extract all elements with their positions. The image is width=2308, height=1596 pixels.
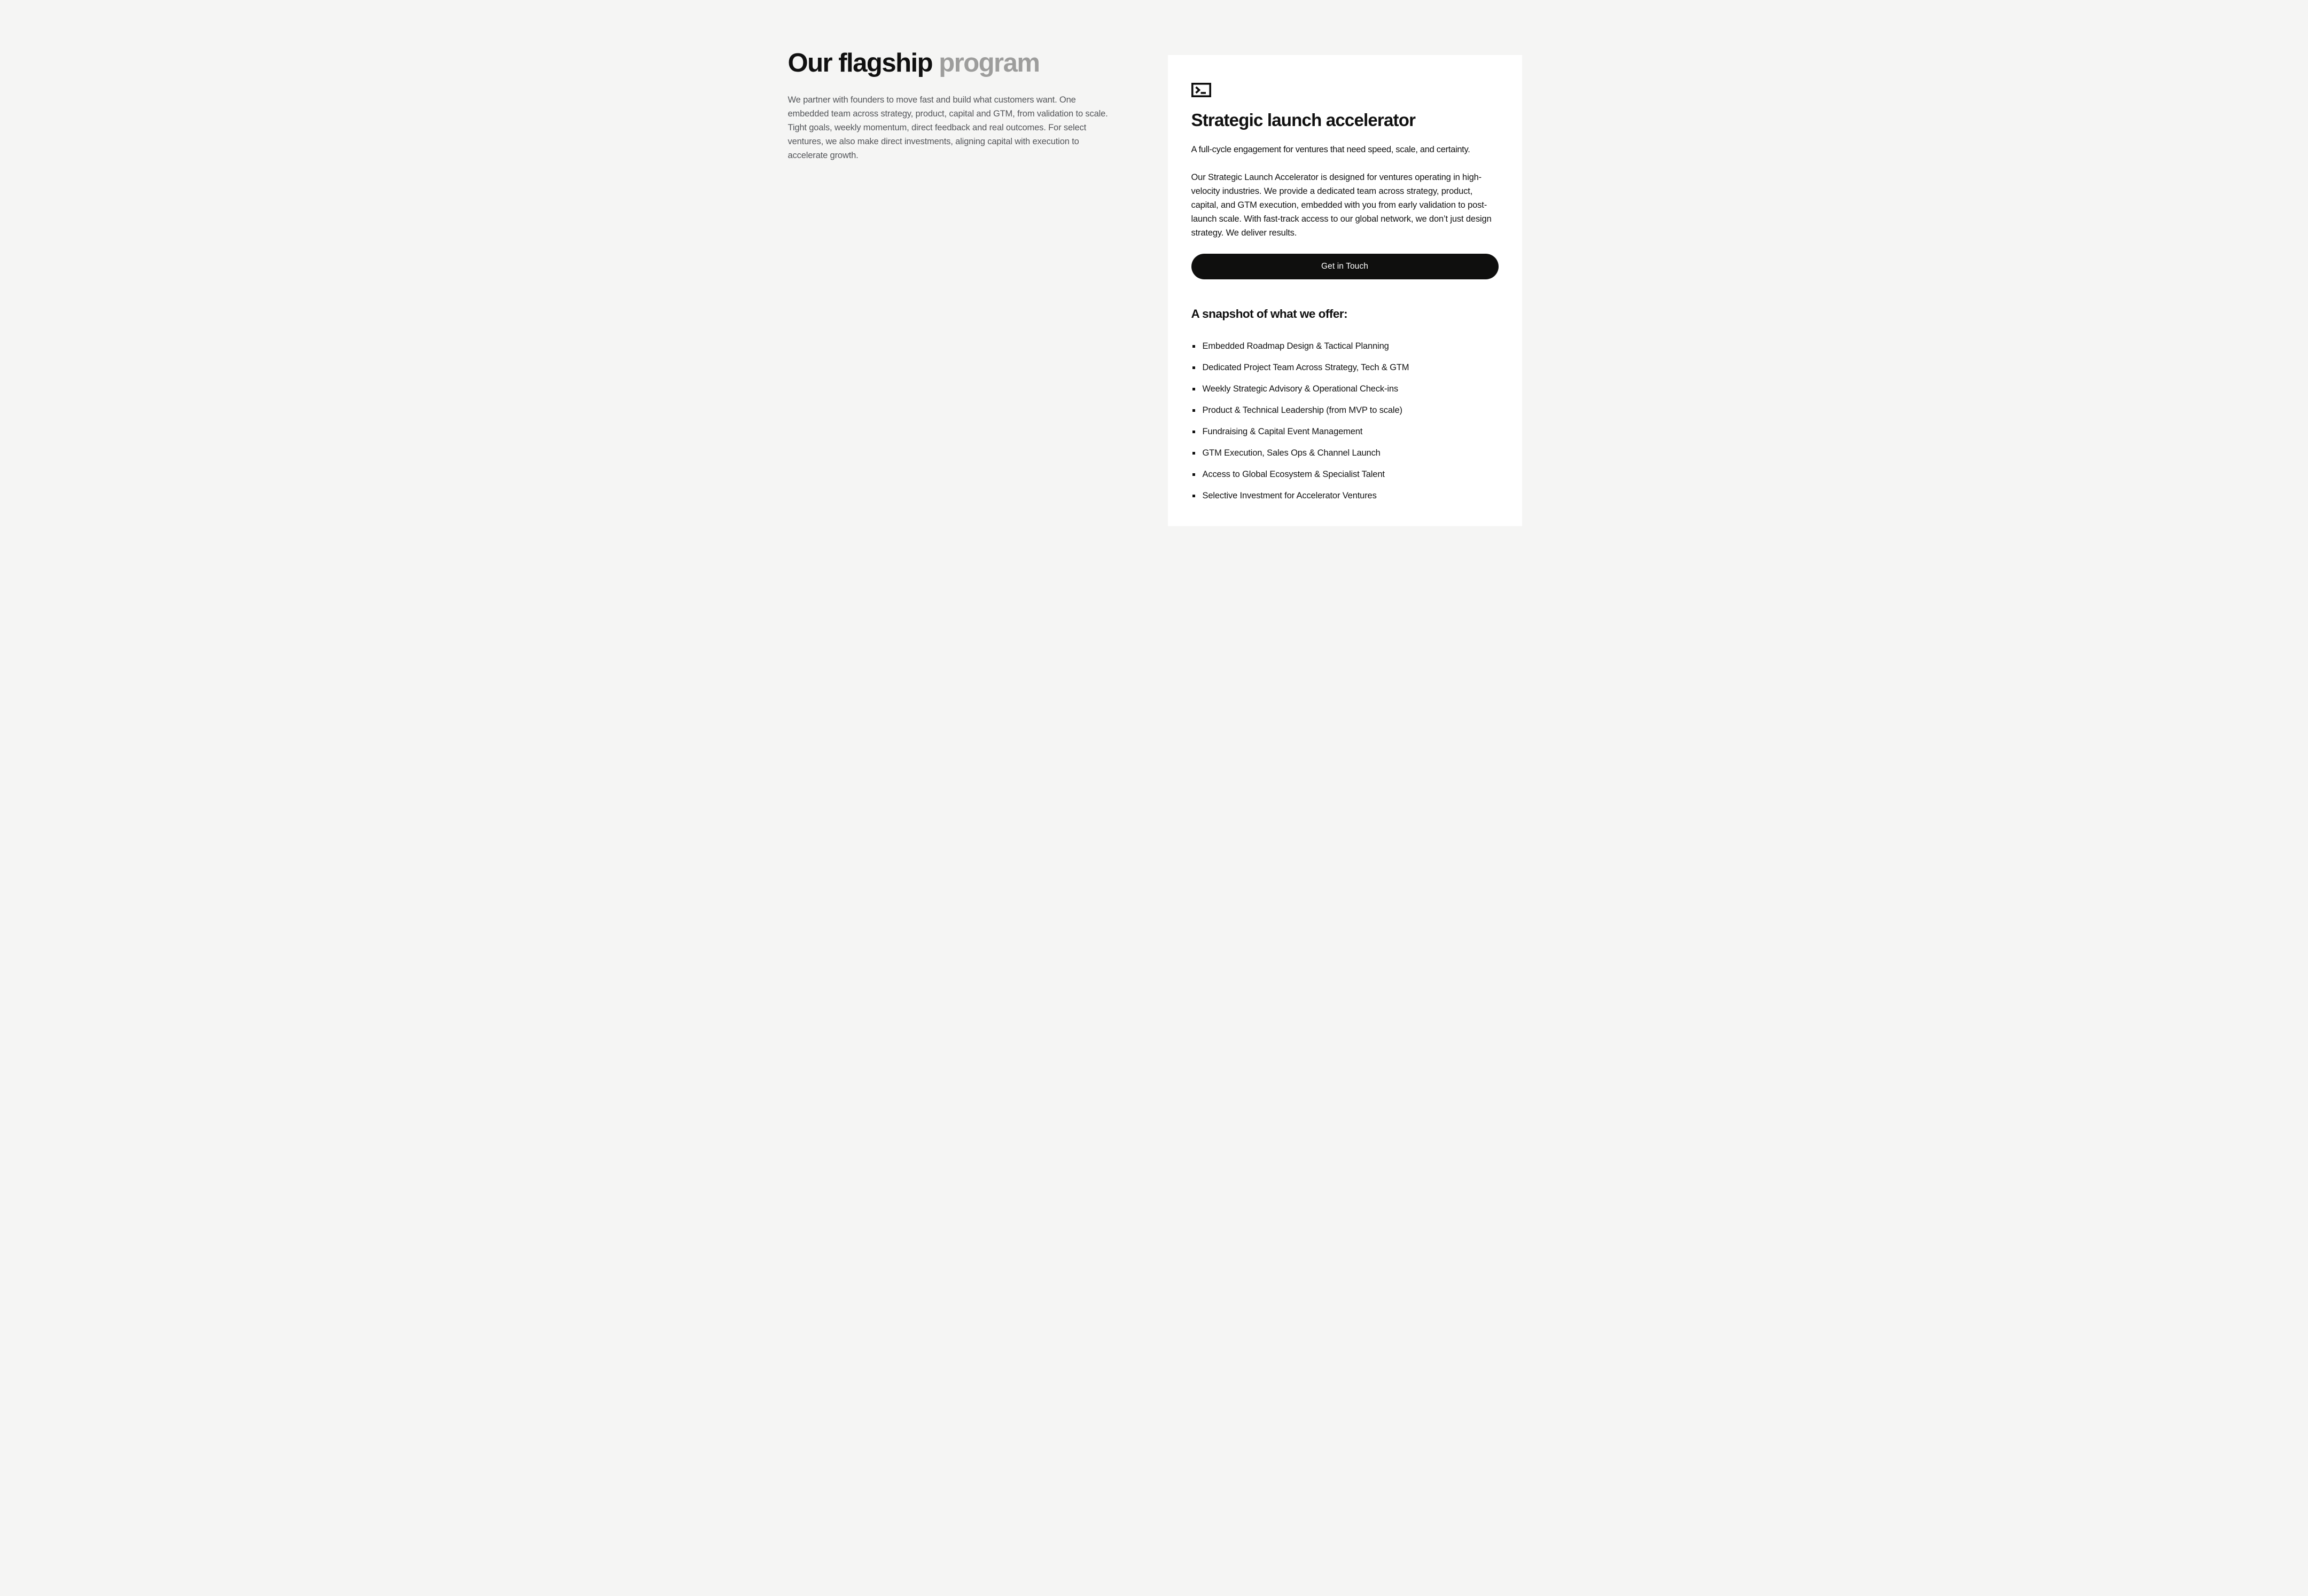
square-bullet-icon (1192, 388, 1195, 390)
square-bullet-icon (1192, 366, 1195, 369)
card-subtitle: A full-cycle engagement for ventures that need speed, scale, and certainty. (1191, 144, 1470, 154)
offer-label: Selective Investment for Accelerator Ventures (1202, 490, 1377, 500)
offer-label: Dedicated Project Team Across Strategy, Tech & GTM (1202, 362, 1409, 372)
card-description: Our Strategic Launch Accelerator is designed for ventures operating in high-velocity industries. We provide a dedicated team across strategy, product, capital, and GTM execution, embedded with you from early validation to post-launch scale. With fast-track access to our global network, we don’t just design strategy. We deliver results. (1191, 172, 1492, 238)
page-title (788, 49, 1115, 77)
square-bullet-icon (1192, 431, 1195, 433)
card-title: Strategic launch accelerator (1191, 110, 1416, 130)
flagship-program-section (741, 0, 1568, 572)
square-bullet-icon (1192, 452, 1195, 455)
square-bullet-icon (1192, 345, 1195, 348)
offer-list-item (1191, 361, 1499, 374)
offer-label: Weekly Strategic Advisory & Operational Check-ins (1202, 384, 1399, 394)
accelerator-card (1168, 55, 1522, 526)
offer-list-item (1191, 382, 1499, 396)
offer-list-item (1191, 425, 1499, 439)
page-title-primary: Our flagship (787, 49, 939, 77)
offers-list (1191, 339, 1499, 503)
intro-column (788, 49, 1115, 162)
offer-label: Access to Global Ecosystem & Specialist Talent (1202, 469, 1385, 479)
offer-list-item (1191, 403, 1499, 417)
offer-label: Product & Technical Leadership (from MVP to scale) (1202, 405, 1402, 415)
offer-label: GTM Execution, Sales Ops & Channel Launch (1202, 448, 1381, 458)
offer-list-item (1191, 467, 1499, 481)
square-bullet-icon (1192, 473, 1195, 476)
square-bullet-icon (1192, 495, 1195, 497)
square-bullet-icon (1192, 409, 1195, 412)
offer-list-item (1191, 446, 1499, 460)
terminal-icon (1191, 83, 1211, 97)
offer-label: Fundraising & Capital Event Management (1202, 426, 1363, 436)
page-title-secondary: program (939, 49, 1040, 77)
offer-list-item (1191, 489, 1499, 503)
offers-heading: A snapshot of what we offer: (1191, 307, 1348, 320)
offer-label: Embedded Roadmap Design & Tactical Planning (1202, 341, 1389, 351)
offer-list-item (1191, 339, 1499, 353)
get-in-touch-button[interactable]: Get in Touch (1191, 254, 1499, 279)
intro-paragraph: We partner with founders to move fast and build what customers want. One embedded team across strategy, product, capital and GTM, from validation to scale. Tight goals, weekly momentum, direct feedback and real outcomes. For select ventures, we also make direct investments, aligning capital with execution to accelerate growth. (787, 95, 1108, 160)
